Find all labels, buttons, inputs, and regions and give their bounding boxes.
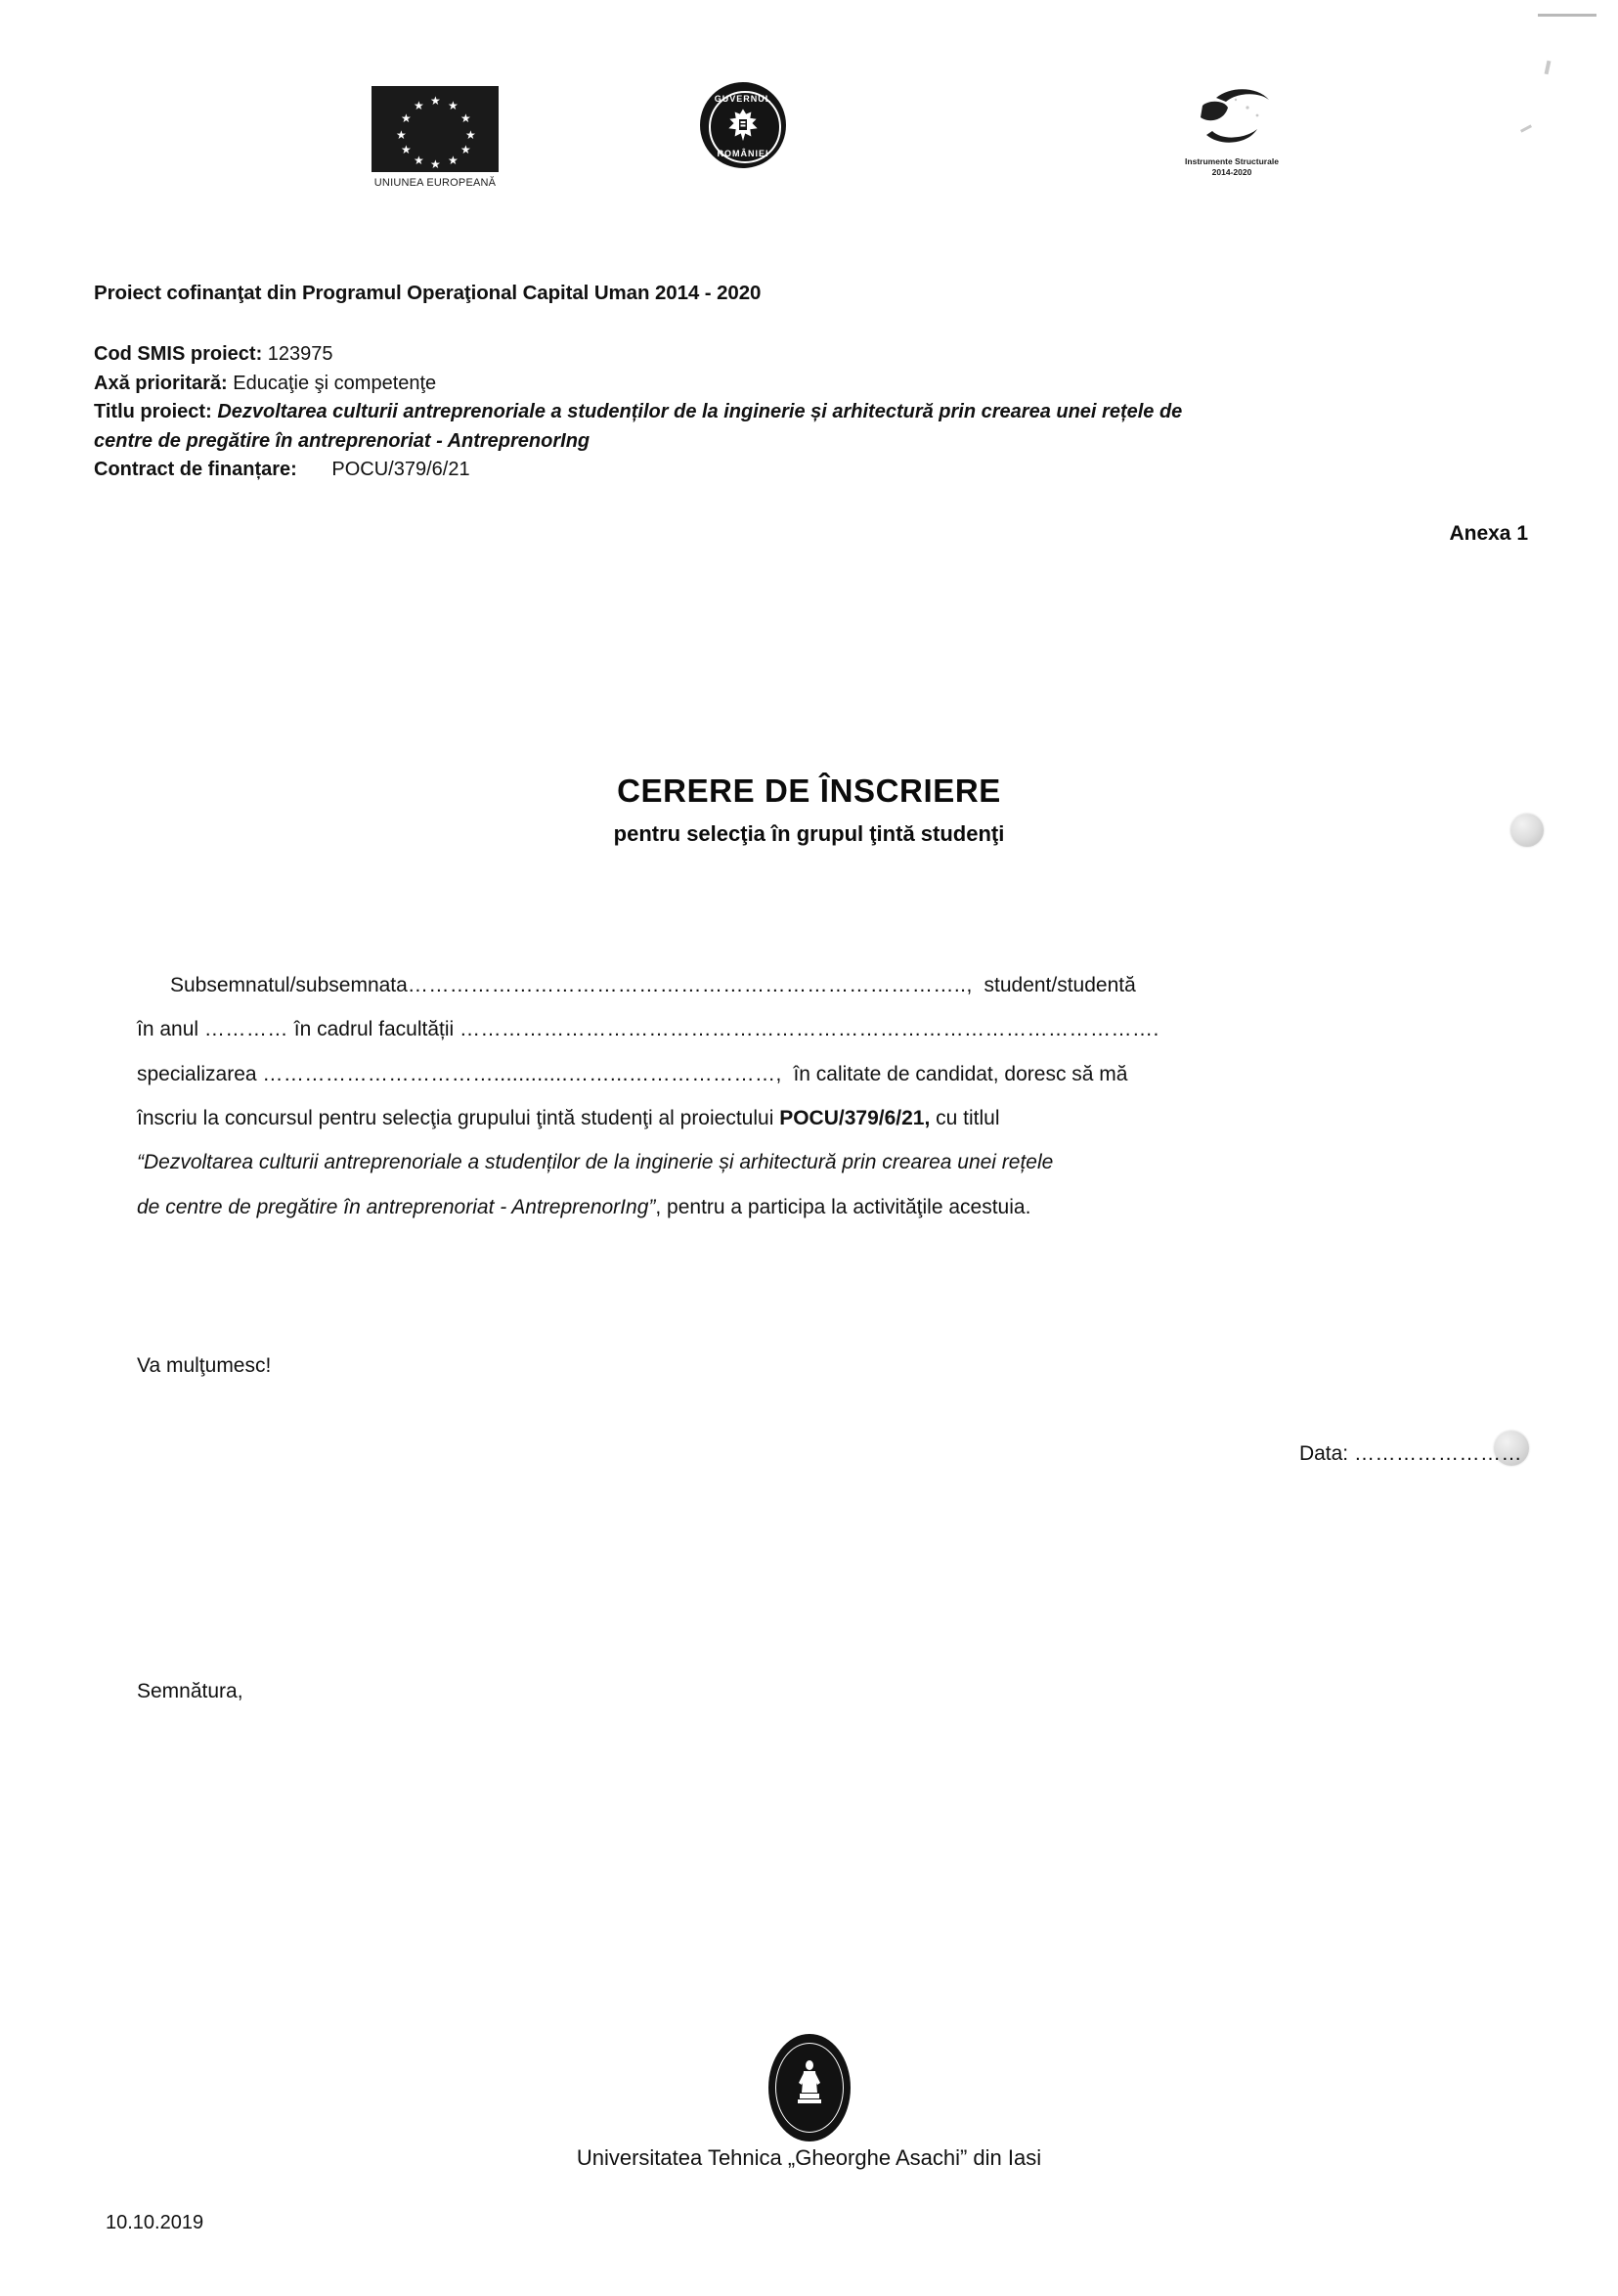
project-title-value-line2: centre de pregătire în antreprenoriat - AntreprenorIng	[94, 429, 590, 452]
eu-logo-block	[332, 86, 538, 189]
structural-instruments-logo-block	[1124, 78, 1339, 177]
body-quoted-title-line1: “Dezvoltarea culturii antreprenoriale a studenților de la inginerie și arhitectură prin crearea unei rețele	[137, 1151, 1054, 1174]
contract-label: Contract de finanțare:	[94, 459, 297, 481]
university-seal-icon	[768, 2034, 851, 2141]
cofinance-line: Proiect cofinanţat din Programul Operaţional Capital Uman 2014 - 2020	[94, 282, 762, 304]
axis-line	[94, 370, 1482, 399]
page-title: CERERE DE ÎNSCRIERE	[617, 773, 1001, 809]
body-line-6	[137, 1185, 1513, 1229]
body-line-3-label: specializarea	[137, 1062, 257, 1085]
axis-value: Educaţie şi competenţe	[233, 372, 437, 394]
body-line-4-prefix: înscriu la concursul pentru selecţia grupului ţintă studenţi al proiectului	[137, 1107, 774, 1130]
university-statue-icon	[795, 2057, 824, 2110]
body-line-2-fill-2: ……………………………………………………………………………………….	[459, 1018, 1159, 1041]
university-name: Universitatea Tehnica „Gheorghe Asachi” din Iasi	[576, 2145, 1042, 2170]
seal-bottom-text: ROMÂNIEI	[717, 149, 769, 158]
contract-value: POCU/379/6/21	[331, 459, 470, 481]
body-line-2-fill-1: …………	[203, 1018, 288, 1041]
footer-date: 10.10.2019	[106, 2212, 204, 2233]
thanks-line: Va mulţumesc!	[137, 1354, 272, 1377]
body-quoted-title-line2: de centre de pregătire în antreprenoriat - AntreprenorIng”	[137, 1195, 656, 1218]
eu-logo-caption: UNIUNEA EUROPEANĂ	[373, 177, 497, 189]
project-details	[94, 340, 1482, 485]
date-label: Data:	[1298, 1442, 1349, 1465]
signature-label: Semnătura,	[137, 1680, 243, 1702]
structural-instruments-caption-line2: 2014-2020	[1211, 166, 1252, 177]
structural-instruments-caption-line1: Instrumente Structurale	[1185, 156, 1279, 166]
eu-flag-icon: ★ ★ ★ ★ ★ ★ ★ ★ ★ ★ ★ ★	[372, 86, 499, 172]
date-fill: ……………………	[1354, 1442, 1522, 1465]
application-body-text	[137, 963, 1513, 1229]
smis-label: Cod SMIS proiect:	[94, 343, 263, 365]
body-line-5	[137, 1140, 1513, 1184]
body-line-4-contract-code: POCU/379/6/21,	[779, 1107, 931, 1130]
body-line-3	[137, 1052, 1513, 1096]
body-line-2-label: în anul	[137, 1018, 199, 1041]
project-title-value-line1: Dezvoltarea culturii antreprenoriale a studenților de la inginerie și arhitectură prin crearea unei rețele de	[217, 401, 1183, 423]
body-line-4	[137, 1096, 1513, 1140]
page-subtitle: pentru selecţia în grupul ţintă studenţi	[613, 821, 1005, 846]
project-title-line	[94, 398, 1482, 427]
project-metadata-block	[94, 282, 1482, 485]
structural-instruments-caption	[1124, 156, 1339, 177]
document-heading-block	[0, 773, 1618, 847]
project-title-label: Titlu proiect:	[94, 401, 212, 423]
smis-line	[94, 340, 1482, 370]
body-line-2-label-2: în cadrul facultății	[293, 1018, 455, 1041]
date-field-line	[1299, 1442, 1522, 1466]
smis-value: 123975	[267, 343, 333, 365]
body-line-2	[137, 1007, 1513, 1051]
footer-block	[0, 2034, 1618, 2171]
seal-top-text: GUVERNUL	[714, 94, 772, 104]
scan-speck-artifact	[1545, 61, 1552, 75]
eagle-icon	[723, 106, 763, 145]
contract-line	[94, 456, 1482, 485]
structural-instruments-icon	[1173, 78, 1290, 155]
body-line-1-label: Subsemnatul/subsemnata	[170, 974, 408, 996]
government-logo-block	[655, 82, 831, 168]
body-line-4-suffix: cu titlul	[936, 1107, 1000, 1130]
annex-label: Anexa 1	[1449, 522, 1528, 545]
axis-label: Axă prioritară:	[94, 372, 228, 394]
body-line-1-suffix: student/studentă	[984, 974, 1136, 996]
body-line-3-fill: ……………………………............……...…………………,	[262, 1062, 782, 1085]
scan-smudge-artifact	[1510, 814, 1544, 847]
romanian-government-seal-icon	[700, 82, 786, 168]
body-line-6-suffix: , pentru a participa la activităţile acestuia.	[655, 1195, 1031, 1218]
body-line-1	[137, 963, 1513, 1007]
body-line-1-fill: ……………………………………………………………………..,	[407, 974, 973, 996]
body-line-3-suffix: în calitate de candidat, doresc să mă	[793, 1062, 1128, 1085]
scan-edge-artifact	[1538, 14, 1596, 17]
header-logo-row	[0, 86, 1618, 203]
